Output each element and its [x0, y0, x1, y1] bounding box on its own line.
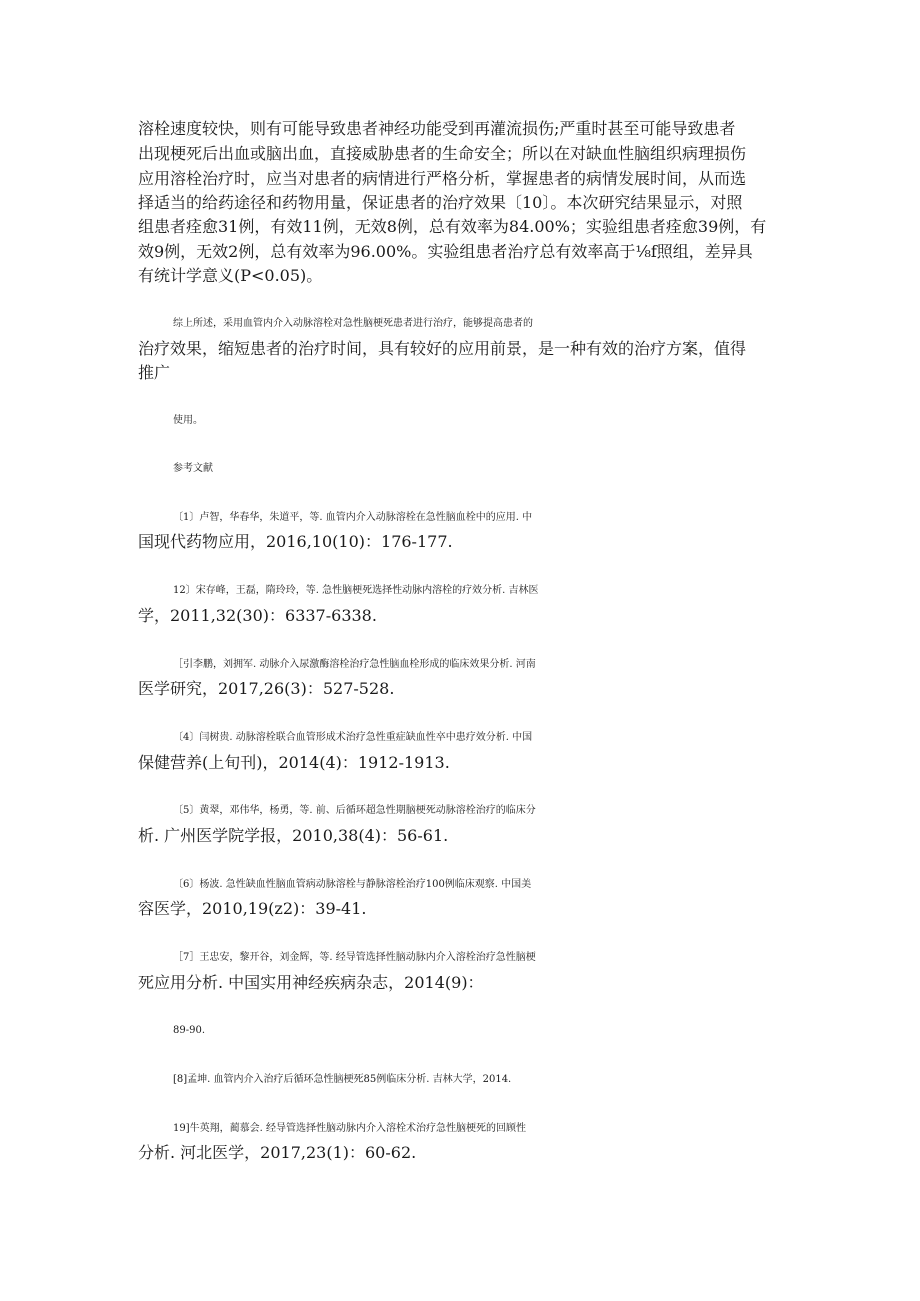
text-line: 有统计学意义(P<0.05)。 — [138, 266, 323, 285]
text-line: [8]孟坤. 血管内介入治疗后循环急性脑梗死85例临床分析. 吉林大学，2014. — [173, 1074, 512, 1085]
text-line: 国现代药物应用，2016,10(10)：176-177. — [138, 532, 453, 551]
text-line: 溶栓速度较快，则有可能导致患者神经功能受到再灌流损伤;严重时甚至可能导致患者 — [138, 119, 736, 138]
text-line: 〔4〕闫树贵. 动脉溶栓联合血管形成术治疗急性重症缺血性卒中患疗效分析. 中国 — [173, 732, 533, 743]
text-line: 出现梗死后出血或脑出血，直接威胁患者的生命安全；所以在对缺血性脑组织病理损伤 — [138, 144, 747, 163]
text-line: 19]牛英翔，蔺慕会. 经导管选择性脑动脉内介入溶栓术治疗急性脑梗死的回顾性 — [173, 1123, 526, 1134]
text-line: 效9例，无效2例，总有效率为96.00%。实验组患者治疗总有效率高于⅛f照组，差异具 — [138, 242, 753, 261]
text-line: 使用。 — [173, 415, 203, 426]
text-line: 死应用分析. 中国实用神经疾病杂志，2014(9)： — [138, 973, 484, 992]
text-line: 保健营养(上旬刊)，2014(4)：1912-1913. — [138, 753, 450, 772]
text-line: 综上所述，采用血管内介入动脉溶栓对急性脑梗死患者进行治疗，能够提高患者的 — [173, 318, 533, 329]
references-heading: 参考文献 — [173, 463, 213, 474]
text-line: 应用溶栓治疗时，应当对患者的病情进行严格分析，掌握患者的病情发展时间，从而选 — [138, 169, 747, 188]
text-line: 治疗效果，缩短患者的治疗时间，具有较好的应用前景，是一种有效的治疗方案，值得 — [138, 339, 747, 358]
text-line: 〔5〕黄翠，邓伟华，杨勇，等. 前、后循环超急性期脑梗死动脉溶栓治疗的临床分 — [173, 805, 536, 816]
text-line: 〔6〕杨波. 急性缺血性脑血管病动脉溶栓与静脉溶栓治疗100例临床观察. 中国美 — [173, 879, 532, 890]
text-line: 医学研究，2017,26(3)：527-528. — [138, 679, 395, 698]
text-line: 分析. 河北医学，2017,23(1)：60-62. — [138, 1143, 417, 1162]
text-line: 12〕宋存峰，王磊，隋玲玲，等. 急性脑梗死选择性动脉内溶栓的疗效分析. 吉林医 — [173, 585, 539, 596]
text-line: 容医学，2010,19(z2)：39-41. — [138, 899, 367, 918]
text-line: 择适当的给药途径和药物用量，保证患者的治疗效果〔10〕。本次研究结果显示，对照 — [138, 193, 743, 212]
text-line: 〔1〕卢智，华春华，朱道平，等. 血管内介入动脉溶栓在急性脑血栓中的应用. 中 — [173, 512, 533, 523]
text-line: 学，2011,32(30)：6337-6338. — [138, 606, 377, 625]
text-line: 析. 广州医学院学报，2010,38(4)：56-61. — [138, 826, 449, 845]
text-line: 组患者痊愈31例，有效11例，无效8例，总有效率为84.00%；实验组患者痊愈39例，有 — [138, 217, 767, 236]
text-line: ［引李鹏，刘拥军. 动脉介入尿激酶溶栓治疗急性脑血栓形成的临床效果分析. 河南 — [173, 659, 536, 670]
text-line: 89-90. — [173, 1025, 206, 1036]
text-line: ［7］王忠安，黎开谷，刘金辉，等. 经导管选择性脑动脉内介入溶栓治疗急性脑梗 — [173, 952, 536, 963]
text-line: 推广 — [138, 363, 171, 382]
